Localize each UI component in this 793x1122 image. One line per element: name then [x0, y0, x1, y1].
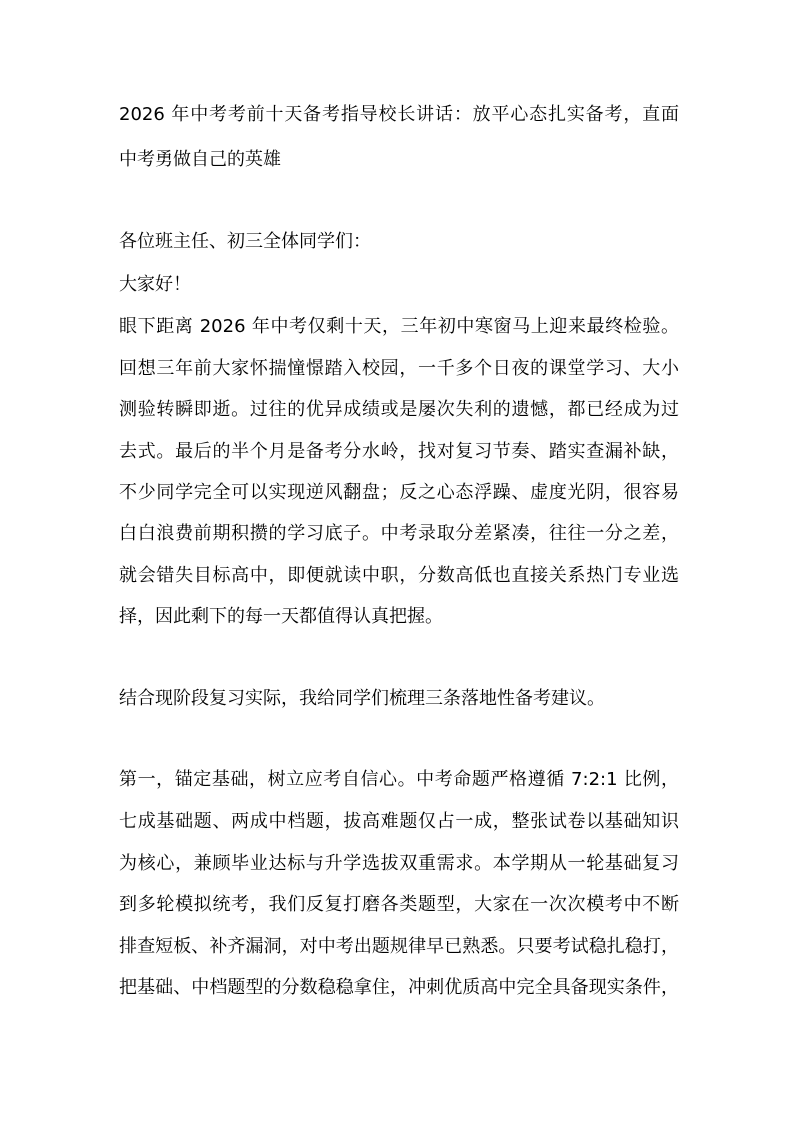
paragraph-1-line-5: 不少同学完全可以实现逆风翻盘；反之心态浮躁、虚度光阴，很容易: [119, 482, 679, 503]
paragraph-1-line-2: 回想三年前大家怀揣憧憬踏入校园，一千多个日夜的课堂学习、大小: [119, 358, 679, 379]
paragraph-1-line-7: 就会错失目标高中，即便就读中职，分数高低也直接关系热门专业选: [119, 565, 679, 586]
paragraph-1-line-3: 测验转瞬即逝。过往的优异成绩或是屡次失利的遗憾，都已经成为过: [119, 399, 679, 420]
salutation: 各位班主任、初三全体同学们：: [119, 231, 371, 252]
document-title-line-2: 中考勇做自己的英雄: [119, 149, 281, 170]
document-title-line-1: 2026 年中考考前十天备考指导校长讲话：放平心态扎实备考，直面: [119, 104, 679, 125]
paragraph-3-line-3: 为核心，兼顾毕业达标与升学选拔双重需求。本学期从一轮基础复习: [119, 853, 679, 874]
paragraph-1-line-6: 白白浪费前期积攒的学习底子。中考录取分差紧凑，往往一分之差，: [119, 523, 679, 544]
paragraph-3-line-6: 把基础、中档题型的分数稳稳拿住，冲刺优质高中完全具备现实条件，: [119, 977, 679, 998]
greeting: 大家好！: [119, 274, 191, 295]
paragraph-3-line-2: 七成基础题、两成中档题，拔高难题仅占一成，整张试卷以基础知识: [119, 811, 679, 832]
paragraph-3-line-5: 排查短板、补齐漏洞，对中考出题规律早已熟悉。只要考试稳扎稳打，: [119, 936, 679, 957]
paragraph-3-line-1: 第一，锚定基础，树立应考自信心。中考命题严格遵循 7:2:1 比例，: [119, 769, 679, 790]
paragraph-1-line-4: 去式。最后的半个月是备考分水岭，找对复习节奏、踏实查漏补缺，: [119, 441, 679, 462]
paragraph-1-line-1: 眼下距离 2026 年中考仅剩十天，三年初中寒窗马上迎来最终检验。: [119, 316, 679, 337]
paragraph-1-line-8: 择，因此剩下的每一天都值得认真把握。: [119, 606, 443, 627]
paragraph-3-line-4: 到多轮模拟统考，我们反复打磨各类题型，大家在一次次模考中不断: [119, 894, 679, 915]
paragraph-2-line-1: 结合现阶段复习实际，我给同学们梳理三条落地性备考建议。: [119, 688, 605, 709]
